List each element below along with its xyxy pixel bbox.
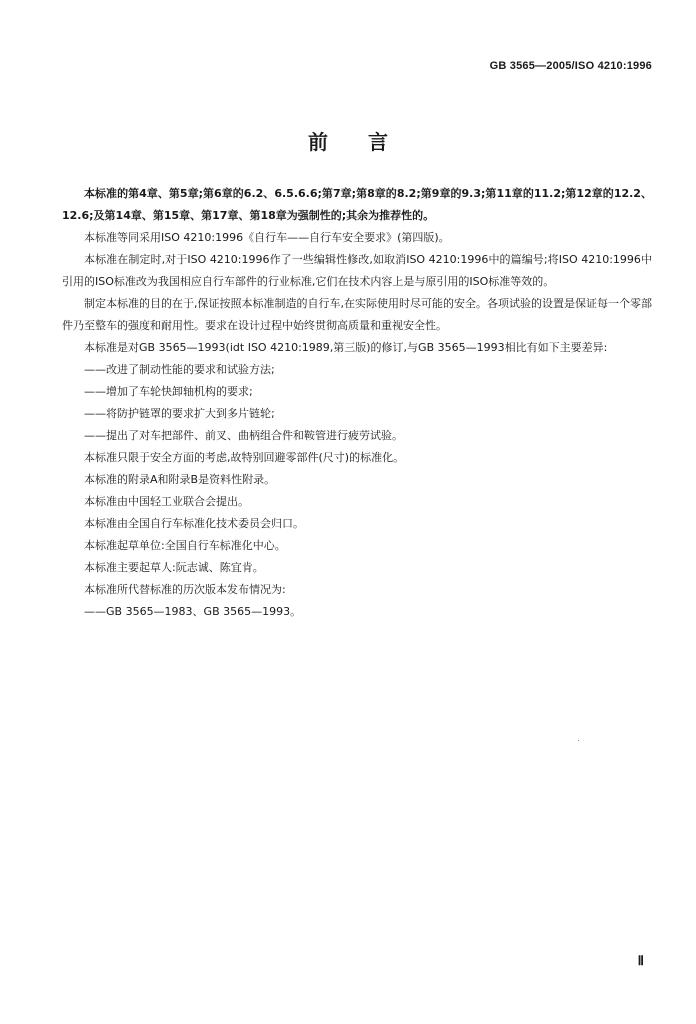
- paragraph-appendix: 本标准的附录A和附录B是资料性附录。: [84, 473, 276, 486]
- paragraph-history-list: ——GB 3565—1983、GB 3565—1993。: [84, 605, 302, 618]
- paragraph-proposed-by: 本标准由中国轻工业联合会提出。: [84, 495, 249, 508]
- list-item-braking: ——改进了制动性能的要求和试验方法;: [84, 363, 275, 376]
- paragraph-safety-scope: 本标准只限于安全方面的考虑,故特别回避零部件(尺寸)的标准化。: [84, 451, 405, 464]
- paragraph-mandatory-clauses: 本标准的第4章、第5章;第6章的6.2、6.5.6.6;第7章;第8章的8.2;第9章的9.3;第11章的11.2;第12章的12.2、12.6;及第14章、第15章、第17章、第18章为强制性的;其余为推荐性的。: [62, 187, 652, 222]
- scan-speck: [578, 740, 579, 741]
- list-item-quick-release: ——增加了车轮快卸轴机构的要求;: [84, 385, 253, 398]
- foreword-body: [62, 183, 652, 623]
- standard-code-header: GB 3565—2005/ISO 4210:1996: [489, 60, 652, 72]
- paragraph-administered-by: 本标准由全国自行车标准化技术委员会归口。: [84, 517, 304, 530]
- paragraph-drafting-unit: 本标准起草单位:全国自行车标准化中心。: [84, 539, 286, 552]
- paragraph-history-intro: 本标准所代替标准的历次版本发布情况为:: [84, 583, 286, 596]
- paragraph-purpose: 制定本标准的目的在于,保证按照本标准制造的自行车,在实际使用时尽可能的安全。各项试验的设置是保证每一个零部件乃至整车的强度和耐用性。要求在设计过程中始终贯彻高质量和重视安全性。: [62, 297, 652, 332]
- paragraph-editorial-changes: 本标准在制定时,对于ISO 4210:1996作了一些编辑性修改,如取消ISO 4210:1996中的篇编号;将ISO 4210:1996中引用的ISO标准改为我国相应自行车部件的行业标准,它们在技术内容上是与原引用的ISO标准等效的。: [62, 253, 652, 288]
- list-item-chain-guard: ——将防护链罩的要求扩大到多片链轮;: [84, 407, 275, 420]
- paragraph-drafters: 本标准主要起草人:阮志诚、陈宜肯。: [84, 561, 264, 574]
- page-title: 前言: [308, 130, 428, 154]
- paragraph-revision: 本标准是对GB 3565—1993(idt ISO 4210:1989,第三版)的修订,与GB 3565—1993相比有如下主要差异:: [84, 341, 608, 354]
- page-number: Ⅱ: [637, 953, 644, 968]
- list-item-fatigue-test: ——提出了对车把部件、前叉、曲柄组合件和鞍管进行疲劳试验。: [84, 429, 403, 442]
- paragraph-adoption: 本标准等同采用ISO 4210:1996《自行车——自行车安全要求》(第四版)。: [84, 231, 450, 244]
